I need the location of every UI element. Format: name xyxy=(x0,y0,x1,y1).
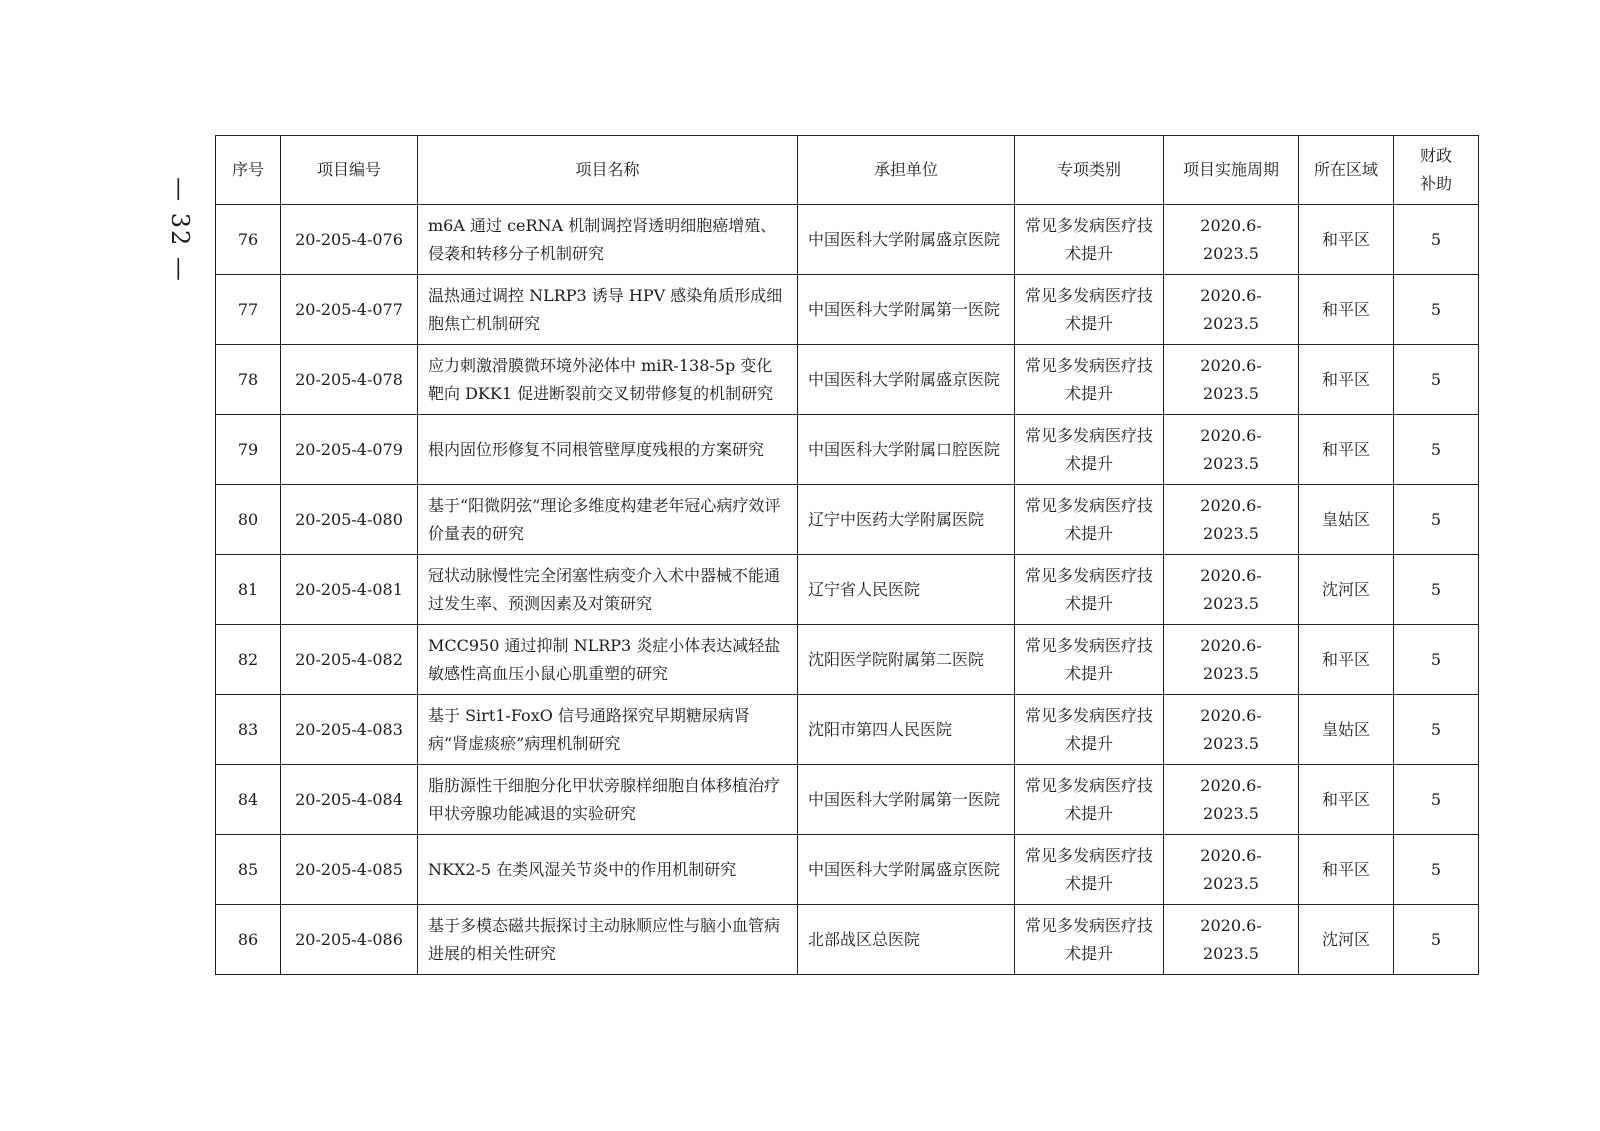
table-row xyxy=(216,275,1479,345)
cell-code: 20-205-4-082 xyxy=(281,625,418,695)
cell-period: 2020.6-2023.5 xyxy=(1164,345,1299,415)
header-period: 项目实施周期 xyxy=(1164,136,1299,205)
cell-district: 和平区 xyxy=(1299,205,1394,275)
cell-seq: 83 xyxy=(216,695,281,765)
table-row xyxy=(216,695,1479,765)
cell-code: 20-205-4-083 xyxy=(281,695,418,765)
cell-name: MCC950 通过抑制 NLRP3 炎症小体表达减轻盐敏感性高血压小鼠心肌重塑的研究 xyxy=(418,625,798,695)
cell-code: 20-205-4-077 xyxy=(281,275,418,345)
cell-name: 应力刺激滑膜微环境外泌体中 miR-138-5p 变化靶向 DKK1 促进断裂前交叉韧带修复的机制研究 xyxy=(418,345,798,415)
cell-funding: 5 xyxy=(1394,345,1479,415)
cell-code: 20-205-4-081 xyxy=(281,555,418,625)
cell-funding: 5 xyxy=(1394,765,1479,835)
cell-category: 常见多发病医疗技术提升 xyxy=(1015,415,1164,485)
cell-period: 2020.6-2023.5 xyxy=(1164,205,1299,275)
cell-name: m6A 通过 ceRNA 机制调控肾透明细胞癌增殖、侵袭和转移分子机制研究 xyxy=(418,205,798,275)
cell-district: 和平区 xyxy=(1299,625,1394,695)
cell-code: 20-205-4-079 xyxy=(281,415,418,485)
header-funding-line2: 补助 xyxy=(1419,174,1452,193)
cell-category: 常见多发病医疗技术提升 xyxy=(1015,485,1164,555)
cell-period: 2020.6-2023.5 xyxy=(1164,485,1299,555)
cell-seq: 77 xyxy=(216,275,281,345)
cell-name: 根内固位形修复不同根管壁厚度残根的方案研究 xyxy=(418,415,798,485)
cell-category: 常见多发病医疗技术提升 xyxy=(1015,695,1164,765)
cell-category: 常见多发病医疗技术提升 xyxy=(1015,555,1164,625)
table-row xyxy=(216,485,1479,555)
cell-district: 沈河区 xyxy=(1299,905,1394,975)
cell-name: 脂肪源性干细胞分化甲状旁腺样细胞自体移植治疗甲状旁腺功能减退的实验研究 xyxy=(418,765,798,835)
cell-name: 基于 Sirt1-FoxO 信号通路探究早期糖尿病肾病“肾虚痰瘀”病理机制研究 xyxy=(418,695,798,765)
table-row xyxy=(216,345,1479,415)
table-row xyxy=(216,205,1479,275)
table-header xyxy=(216,136,1479,205)
project-table xyxy=(215,135,1479,975)
cell-name: 基于多模态磁共振探讨主动脉顺应性与脑小血管病进展的相关性研究 xyxy=(418,905,798,975)
cell-code: 20-205-4-076 xyxy=(281,205,418,275)
header-category: 专项类别 xyxy=(1015,136,1164,205)
cell-funding: 5 xyxy=(1394,275,1479,345)
cell-district: 和平区 xyxy=(1299,415,1394,485)
cell-category: 常见多发病医疗技术提升 xyxy=(1015,625,1164,695)
cell-seq: 79 xyxy=(216,415,281,485)
cell-district: 沈河区 xyxy=(1299,555,1394,625)
cell-category: 常见多发病医疗技术提升 xyxy=(1015,765,1164,835)
table-row xyxy=(216,415,1479,485)
cell-unit: 中国医科大学附属盛京医院 xyxy=(798,205,1015,275)
cell-district: 皇姑区 xyxy=(1299,695,1394,765)
cell-category: 常见多发病医疗技术提升 xyxy=(1015,905,1164,975)
table-row xyxy=(216,625,1479,695)
cell-name: 基于“阳微阴弦”理论多维度构建老年冠心病疗效评价量表的研究 xyxy=(418,485,798,555)
cell-seq: 85 xyxy=(216,835,281,905)
cell-code: 20-205-4-086 xyxy=(281,905,418,975)
cell-code: 20-205-4-078 xyxy=(281,345,418,415)
table-row xyxy=(216,905,1479,975)
cell-funding: 5 xyxy=(1394,415,1479,485)
header-funding xyxy=(1394,136,1479,205)
table-body xyxy=(216,205,1479,975)
page-number-text: — 32 — xyxy=(166,177,195,283)
cell-seq: 80 xyxy=(216,485,281,555)
cell-name: NKX2-5 在类风湿关节炎中的作用机制研究 xyxy=(418,835,798,905)
cell-funding: 5 xyxy=(1394,835,1479,905)
cell-district: 和平区 xyxy=(1299,275,1394,345)
header-seq: 序号 xyxy=(216,136,281,205)
cell-unit: 北部战区总医院 xyxy=(798,905,1015,975)
cell-period: 2020.6-2023.5 xyxy=(1164,275,1299,345)
page-number xyxy=(160,170,200,290)
cell-funding: 5 xyxy=(1394,625,1479,695)
cell-district: 和平区 xyxy=(1299,765,1394,835)
cell-seq: 86 xyxy=(216,905,281,975)
cell-period: 2020.6-2023.5 xyxy=(1164,765,1299,835)
cell-category: 常见多发病医疗技术提升 xyxy=(1015,275,1164,345)
cell-unit: 辽宁中医药大学附属医院 xyxy=(798,485,1015,555)
cell-seq: 81 xyxy=(216,555,281,625)
cell-funding: 5 xyxy=(1394,555,1479,625)
cell-period: 2020.6-2023.5 xyxy=(1164,905,1299,975)
cell-code: 20-205-4-085 xyxy=(281,835,418,905)
cell-period: 2020.6-2023.5 xyxy=(1164,415,1299,485)
cell-category: 常见多发病医疗技术提升 xyxy=(1015,835,1164,905)
cell-period: 2020.6-2023.5 xyxy=(1164,555,1299,625)
header-code: 项目编号 xyxy=(281,136,418,205)
header-unit: 承担单位 xyxy=(798,136,1015,205)
cell-district: 和平区 xyxy=(1299,835,1394,905)
header-row xyxy=(216,136,1479,205)
cell-period: 2020.6-2023.5 xyxy=(1164,695,1299,765)
cell-unit: 中国医科大学附属第一医院 xyxy=(798,275,1015,345)
cell-unit: 沈阳医学院附属第二医院 xyxy=(798,625,1015,695)
cell-funding: 5 xyxy=(1394,695,1479,765)
cell-category: 常见多发病医疗技术提升 xyxy=(1015,205,1164,275)
cell-seq: 84 xyxy=(216,765,281,835)
cell-unit: 中国医科大学附属口腔医院 xyxy=(798,415,1015,485)
cell-name: 冠状动脉慢性完全闭塞性病变介入术中器械不能通过发生率、预测因素及对策研究 xyxy=(418,555,798,625)
cell-code: 20-205-4-084 xyxy=(281,765,418,835)
cell-period: 2020.6-2023.5 xyxy=(1164,625,1299,695)
cell-district: 和平区 xyxy=(1299,345,1394,415)
cell-category: 常见多发病医疗技术提升 xyxy=(1015,345,1164,415)
cell-funding: 5 xyxy=(1394,485,1479,555)
header-district: 所在区域 xyxy=(1299,136,1394,205)
cell-unit: 中国医科大学附属盛京医院 xyxy=(798,345,1015,415)
cell-seq: 78 xyxy=(216,345,281,415)
cell-seq: 82 xyxy=(216,625,281,695)
table-row xyxy=(216,835,1479,905)
cell-funding: 5 xyxy=(1394,905,1479,975)
cell-unit: 沈阳市第四人民医院 xyxy=(798,695,1015,765)
cell-period: 2020.6-2023.5 xyxy=(1164,835,1299,905)
cell-unit: 中国医科大学附属盛京医院 xyxy=(798,835,1015,905)
table-row xyxy=(216,765,1479,835)
cell-name: 温热通过调控 NLRP3 诱导 HPV 感染角质形成细胞焦亡机制研究 xyxy=(418,275,798,345)
cell-unit: 辽宁省人民医院 xyxy=(798,555,1015,625)
cell-district: 皇姑区 xyxy=(1299,485,1394,555)
cell-unit: 中国医科大学附属第一医院 xyxy=(798,765,1015,835)
table-row xyxy=(216,555,1479,625)
header-name: 项目名称 xyxy=(418,136,798,205)
cell-funding: 5 xyxy=(1394,205,1479,275)
cell-seq: 76 xyxy=(216,205,281,275)
cell-code: 20-205-4-080 xyxy=(281,485,418,555)
header-funding-line1: 财政 xyxy=(1419,146,1452,165)
